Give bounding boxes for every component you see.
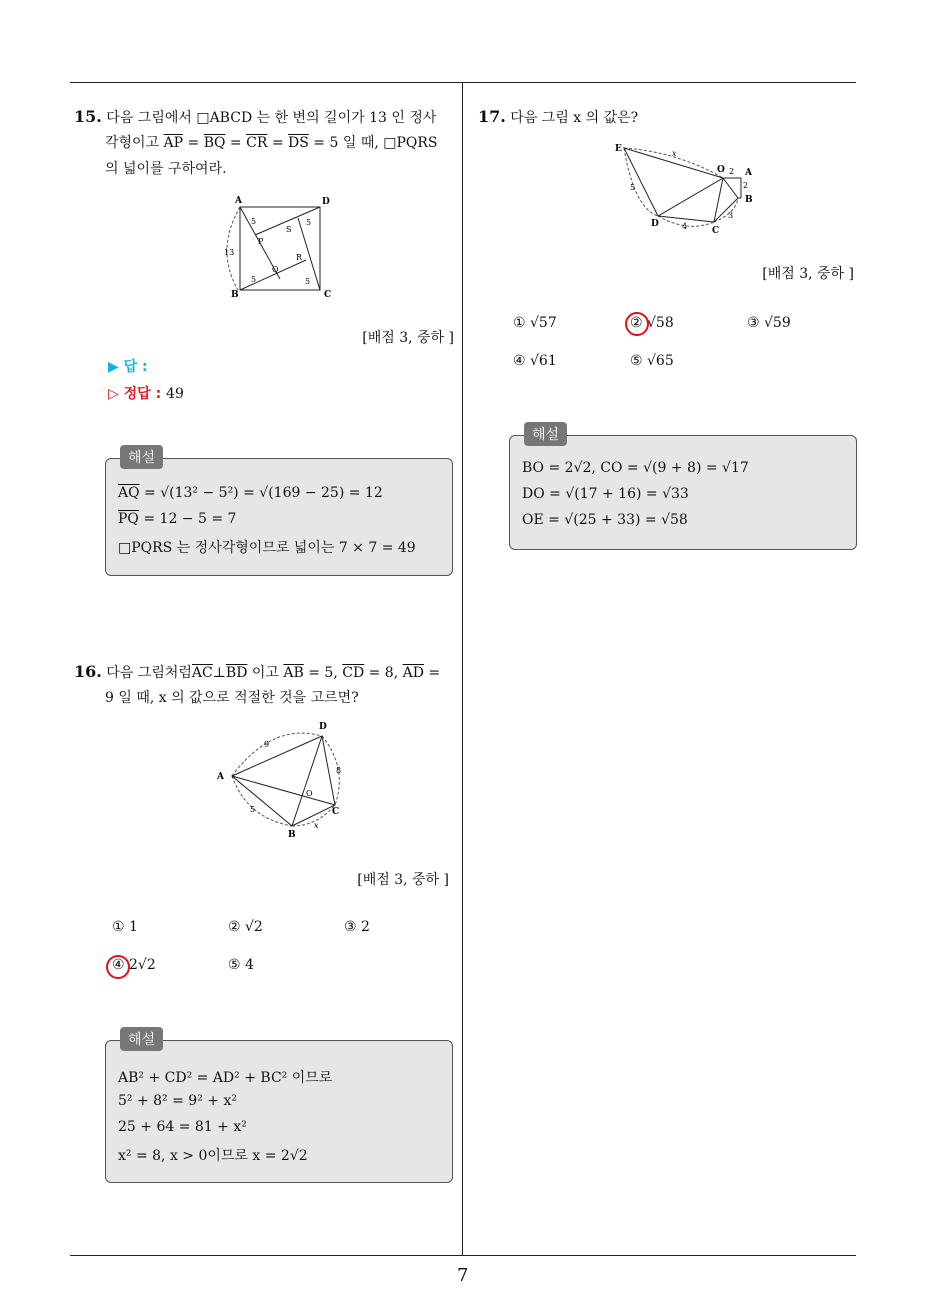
- top-rule: [70, 82, 856, 83]
- q16-choice-5[interactable]: ⑤ 4: [228, 957, 254, 973]
- q15-line2: 각형이고 $\overline{AP} = \overline{BQ} = \overline{CR} = \overline{DS} = 5$ 일 때, □PQRS: [105, 135, 438, 151]
- q16-line1: 16. 다음 그림처럼$\overline{AC}\perp\overline{BD}$ 이고 $\overline{AB} = 5$, $\overline{CD} = 8$, $\overline{AD}$ =: [74, 662, 441, 681]
- q15-label-five-d: 5: [306, 218, 312, 227]
- q15-label-q: Q: [272, 265, 279, 274]
- q16-explanation-box: [105, 1032, 453, 1183]
- q15-explanation-line3: □PQRS 는 정사각형이므로 넓이는 7 × 7 = 49: [118, 540, 416, 556]
- q17-label-b: B: [745, 195, 753, 205]
- q15-line3: 의 넓이를 구하여라.: [105, 161, 227, 177]
- q15-line1: 15. 다음 그림에서 □ABCD 는 한 변의 길이가 13 인 정사: [74, 107, 437, 126]
- q15-label-thirteen: 13: [224, 248, 235, 257]
- q16-score: [배점 3, 중하 ]: [357, 872, 449, 888]
- q17-explanation-title: 해설: [524, 422, 567, 446]
- q16-explanation-line1: AB² + CD² = AD² + BC² 이므로: [118, 1070, 333, 1086]
- q16-choice-3[interactable]: ③ 2: [344, 919, 370, 935]
- q15-explanation-box: [105, 450, 453, 576]
- q16-label-eight: 8: [336, 766, 342, 775]
- q17-label-five: 5: [630, 183, 636, 192]
- q17-explanation-line2: DO = √(17 + 16) = √33: [522, 486, 689, 502]
- q15-correct-answer: ▷ 정답 : 49: [108, 386, 184, 402]
- q15-answer-label: ▶ 답 :: [108, 359, 148, 375]
- bottom-rule: [70, 1255, 856, 1256]
- q16-figure: [212, 718, 352, 843]
- q17-line1: 17. 다음 그림 x 의 값은?: [478, 107, 639, 126]
- q17-label-o: O: [717, 165, 725, 175]
- q15-score: [배점 3, 중하 ]: [362, 330, 454, 346]
- q17-label-two-side: 2: [743, 181, 749, 190]
- q17-choice-5[interactable]: ⑤ √65: [630, 353, 674, 369]
- q16-label-x: x: [314, 821, 319, 830]
- q15-figure: [220, 192, 340, 302]
- q17-explanation-box: [509, 427, 857, 550]
- q16-choice-1[interactable]: ① 1: [112, 919, 138, 935]
- q15-label-p: P: [258, 237, 264, 246]
- q16-label-five: 5: [250, 805, 256, 814]
- q17-figure: [608, 138, 768, 238]
- q15-explanation-line2: $\overline{PQ} = 12 - 5 = 7$: [118, 511, 237, 527]
- q15-explanation-title: 해설: [120, 445, 163, 469]
- q17-number: 17.: [478, 107, 506, 126]
- q16-label-b: B: [288, 830, 296, 840]
- q15-label-b: B: [231, 290, 239, 300]
- q15-number: 15.: [74, 107, 102, 126]
- q15-label-five-c: 5: [305, 277, 311, 286]
- q16-number: 16.: [74, 662, 102, 681]
- q17-label-a: A: [745, 168, 752, 178]
- q17-explanation-line3: OE = √(25 + 33) = √58: [522, 512, 688, 528]
- q17-label-two-top: 2: [729, 167, 735, 176]
- q17-selected-mark: [625, 312, 649, 336]
- q16-explanation-line3: 25 + 64 = 81 + x²: [118, 1119, 247, 1135]
- q17-label-d: D: [651, 219, 659, 229]
- q17-choice-3[interactable]: ③ √59: [747, 315, 791, 331]
- q17-label-x: x: [672, 149, 677, 158]
- q15-label-s: S: [286, 225, 292, 234]
- q16-explanation-line4: x² = 8, x > 0이므로 x = 2√2: [118, 1148, 308, 1164]
- q17-label-c: C: [712, 226, 720, 236]
- q16-choice-2[interactable]: ② √2: [228, 919, 263, 935]
- q15-correct-value: 49: [166, 386, 184, 402]
- q15-label-five-a: 5: [251, 217, 257, 226]
- q17-choice-2[interactable]: ② √58: [630, 315, 674, 331]
- q15-label-d: D: [322, 197, 330, 207]
- q16-explanation-line2: 5² + 8² = 9² + x²: [118, 1093, 237, 1109]
- q16-label-c: C: [332, 807, 340, 817]
- q15-explanation-line1: $\overline{AQ} = √(13^2 - 5^2) = √(169 - 25) = 12$: [118, 485, 383, 501]
- q17-label-four: 4: [682, 222, 688, 231]
- q17-explanation-line1: BO = 2√2, CO = √(9 + 8) = √17: [522, 460, 749, 476]
- q17-label-three: 3: [728, 211, 734, 220]
- q16-label-nine: 9: [264, 740, 270, 749]
- q17-choice-1[interactable]: ① √57: [513, 315, 557, 331]
- q16-label-a: A: [217, 772, 224, 782]
- q16-choice-4[interactable]: ④ 2√2: [112, 957, 156, 973]
- q16-label-d: D: [319, 722, 327, 732]
- q17-choice-4[interactable]: ④ √61: [513, 353, 557, 369]
- q16-explanation-title: 해설: [120, 1027, 163, 1051]
- q15-label-r: R: [296, 253, 303, 262]
- q17-label-e: E: [615, 144, 622, 154]
- q15-label-c: C: [324, 290, 332, 300]
- q16-label-o: O: [306, 789, 313, 798]
- page-number: 7: [457, 1265, 469, 1286]
- q17-score: [배점 3, 중하 ]: [762, 266, 854, 282]
- column-divider: [462, 83, 463, 1255]
- q16-line2: 9 일 때, x 의 값으로 적절한 것을 고르면?: [105, 690, 359, 706]
- q16-selected-mark: [106, 955, 130, 979]
- q15-label-five-b: 5: [251, 275, 257, 284]
- q15-label-a: A: [235, 196, 242, 206]
